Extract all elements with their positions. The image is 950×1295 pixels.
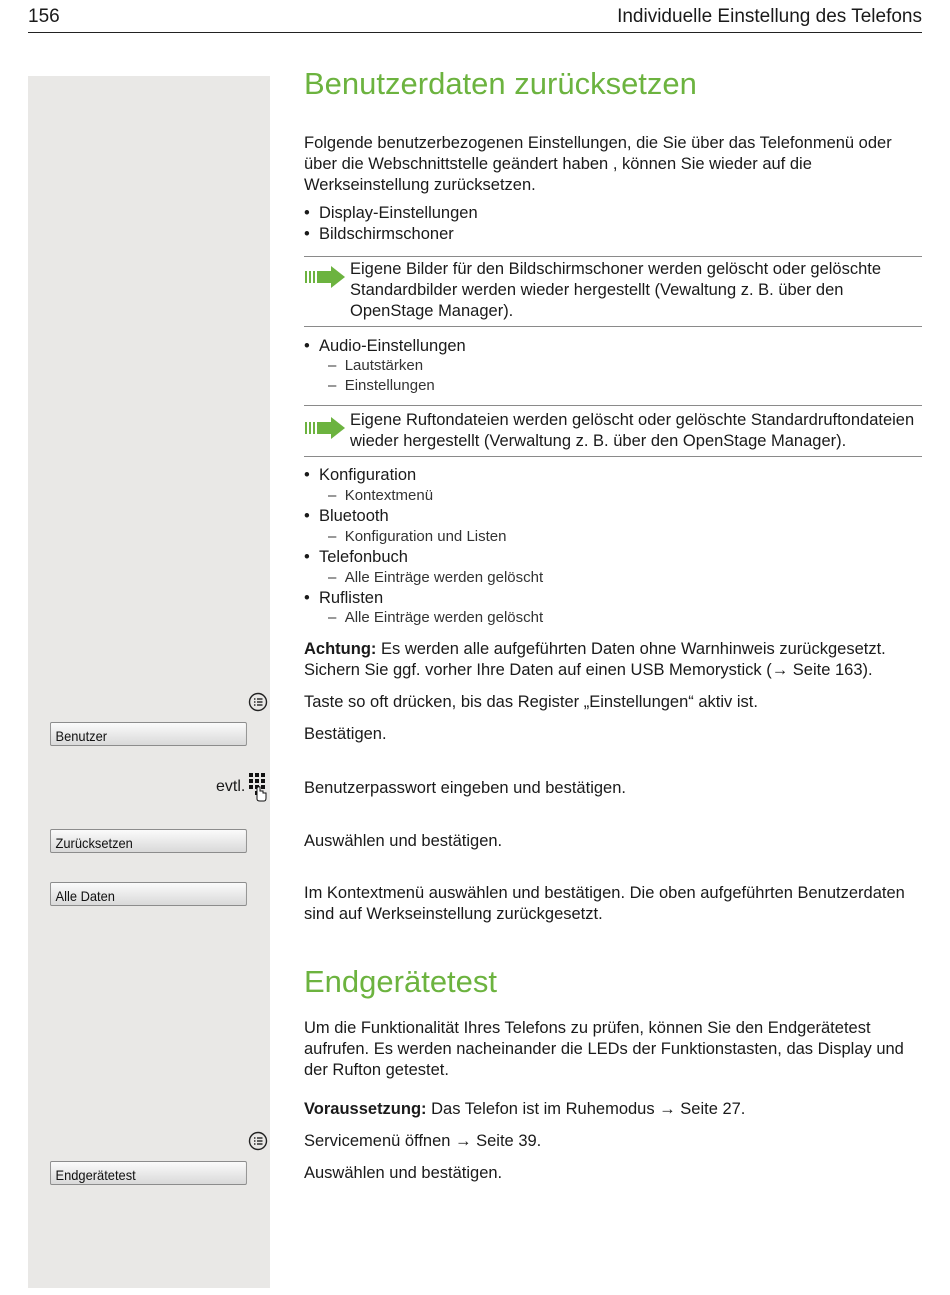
sub-item: – Kontextmenü xyxy=(328,487,434,504)
step-text: Bestätigen. xyxy=(304,725,387,743)
list-item: • Audio-Einstellungen xyxy=(304,337,466,355)
sub-item: – Alle Einträge werden gelöscht xyxy=(328,609,544,626)
step-text: Auswählen und bestätigen. xyxy=(304,1164,503,1182)
list-item: • Telefonbuch xyxy=(304,548,408,566)
list-item: • Display-Einstellungen xyxy=(304,204,478,222)
note-arrow-icon xyxy=(304,265,346,289)
menu-key-icon xyxy=(248,1131,268,1151)
sub-item: – Alle Einträge werden gelöscht xyxy=(328,569,544,586)
note-ringtones: Eigene Ruftondateien werden gelöscht oder gelöschte Standardruftondateien wieder hergestellt (Verwaltung z. B. über den OpenStage Manager). xyxy=(350,411,915,450)
note-rule-top xyxy=(304,256,922,257)
sidebar xyxy=(28,76,270,1288)
list-item: • Konfiguration xyxy=(304,466,417,484)
section-title-test: Endgerätetest xyxy=(304,964,498,999)
chapter-title: Individuelle Einstellung des Telefons xyxy=(617,6,922,27)
endgeraetetest-button[interactable]: Endgerätetest xyxy=(50,1161,247,1185)
step-text: Im Kontextmenü auswählen und bestätigen. Die oben aufgeführten Benutzerdaten sind auf Werkseinstellung zurückgesetzt. xyxy=(304,884,905,923)
zuruecksetzen-button[interactable]: Zurücksetzen xyxy=(50,829,247,853)
header-rule xyxy=(28,32,922,33)
menu-key-icon xyxy=(248,692,268,712)
note-arrow-icon xyxy=(304,416,346,440)
list-item: • Bildschirmschoner xyxy=(304,225,454,243)
step-text: Servicemenü öffnen → Seite 39. xyxy=(304,1132,542,1150)
test-intro-paragraph: Um die Funktionalität Ihres Telefons zu prüfen, können Sie den Endgerätetest aufrufen. Es werden nacheinander die LEDs der Funktionstasten, das Display und der Rufton getestet. xyxy=(304,1019,904,1079)
list-item: • Ruflisten xyxy=(304,589,384,607)
prerequisite: Voraussetzung: Das Telefon ist im Ruhemodus → Seite 27. xyxy=(304,1100,746,1118)
keypad-icon xyxy=(248,772,268,802)
step-text: Benutzerpasswort eingeben und bestätigen. xyxy=(304,779,626,797)
step-text: Taste so oft drücken, bis das Register „Einstellungen“ aktiv ist. xyxy=(304,693,758,711)
section-title-reset: Benutzerdaten zurücksetzen xyxy=(304,66,697,101)
warning-paragraph: Achtung: Es werden alle aufgeführten Daten ohne Warnhinweis zurückgesetzt. Sichern Sie ggf. vorher Ihre Daten auf einen USB Memorystick (→ Seite 163). xyxy=(304,640,886,679)
page-number: 156 xyxy=(28,6,60,27)
intro-paragraph: Folgende benutzerbezogenen Einstellungen, die Sie über das Telefonmenü oder über die Webschnittstelle geändert haben , können Sie wieder auf die Werkseinstellung zurücksetzen. xyxy=(304,134,892,194)
note-rule-top xyxy=(304,405,922,406)
optional-label: evtl. xyxy=(216,778,246,795)
alle-daten-button[interactable]: Alle Daten xyxy=(50,882,247,906)
sub-item: – Einstellungen xyxy=(328,377,435,394)
step-text: Auswählen und bestätigen. xyxy=(304,832,503,850)
note-rule-bottom xyxy=(304,326,922,327)
note-screensaver: Eigene Bilder für den Bildschirmschoner werden gelöscht oder gelöschte Standardbilder werden wieder hergestellt (Vewaltung z. B. über den OpenStage Manager). xyxy=(350,260,882,320)
list-item: • Bluetooth xyxy=(304,507,389,525)
benutzer-button[interactable]: Benutzer xyxy=(50,722,247,746)
sub-item: – Lautstärken xyxy=(328,357,424,374)
note-rule-bottom xyxy=(304,456,922,457)
sub-item: – Konfiguration und Listen xyxy=(328,528,507,545)
